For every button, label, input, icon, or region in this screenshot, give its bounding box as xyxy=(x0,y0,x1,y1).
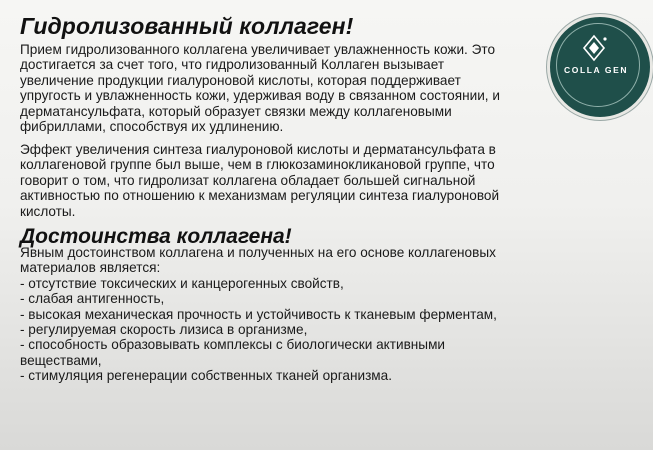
brand-logo xyxy=(547,14,653,120)
paragraph-synthesis-effect: Эффект увеличения синтеза гиалуроновой кислоты и дерматансульфата в коллагеновой группе был выше, чем в глюкозаминокликановой группе, что говорит о том, что гидролизат коллагена обладает большей сигнальной активностью по отношению к механизмам регуляции синтеза гиалуроновой кислоты. xyxy=(20,142,500,219)
logo-wordmark: COLLA GEN xyxy=(564,65,629,75)
paragraph-advantages-list: Явным достоинством коллагена и полученных на его основе коллагеновых материалов является: - отсутствие токсических и канцерогенных свойств, - слабая антигенность, - высокая механическая прочность и устойчивость к тканевым ферментам, - регулируемая скорость лизиса в организме, - способность образовывать комплексы с биологически активными веществами, - стимуляция регенерации собственных тканей организма. xyxy=(20,245,497,384)
heading-hydrolyzed-collagen: Гидролизованный коллаген! xyxy=(20,13,354,39)
diamond-logo-icon xyxy=(574,35,614,61)
paragraph-hydration: Прием гидролизованного коллагена увеличивает увлажненность кожи. Это достигается за счет того, что гидролизованный Коллаген вызывает увеличение продукции гиалуроновой кислоты, которая поддерживает упругость и увлажненность кожи, удерживая воду в связанном состоянии, и дерматансульфата, который образует связки между коллагеновыми фибриллами, способствуя их удлинению. xyxy=(20,42,500,135)
heading-collagen-advantages: Достоинства коллагена! xyxy=(20,225,292,248)
